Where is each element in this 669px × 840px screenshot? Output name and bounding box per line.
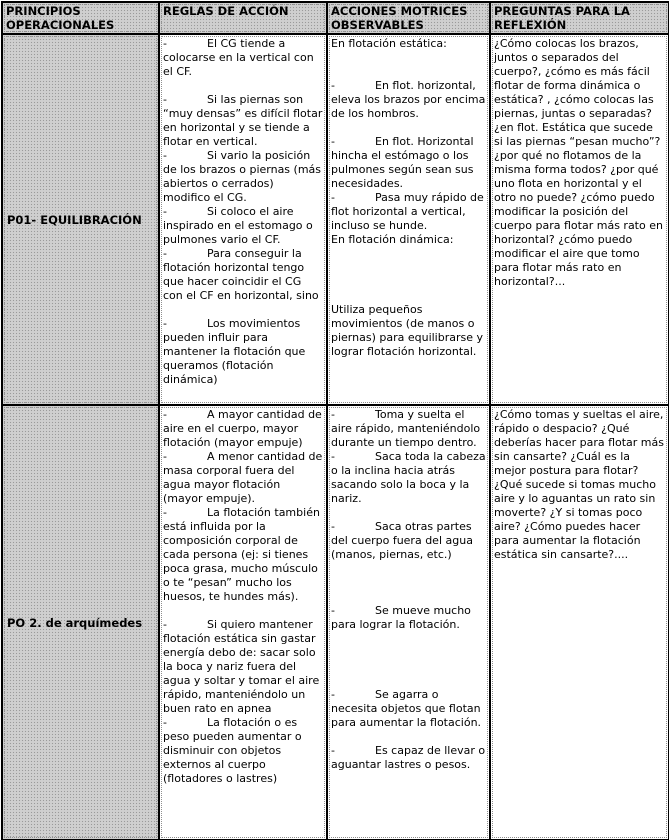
paragraph-text: Toma y suelta el aire rápido, manteniéndolo durante un tiempo dentro. — [331, 408, 481, 449]
cell-paragraph — [331, 744, 486, 772]
paragraph-text: En flotación estática: — [331, 37, 447, 50]
principle-label: PO 2. de arquímedes — [2, 405, 159, 840]
paragraph-text: ¿Cómo colocas los brazos, juntos o separados del cuerpo?, ¿cómo es más fácil flotar de forma dinámica o estática? , ¿cómo colocas las piernas, juntas o separadas? ¿en flot. Estática que sucede si las piernas “pesan mucho”? ¿por qué no flotamos de la misma forma todos? ¿por qué uno flota en horizontal y el otro no puede? ¿cómo puedo modificar la posición del cuerpo para flotar más rato en horizontal? ¿cómo puedo modificar el aire que tomo para flotar más rato en horizontal?... — [494, 37, 663, 288]
paragraph-text: A menor cantidad de masa corporal fuera del agua mayor flotación (mayor empuje). — [163, 450, 323, 505]
cell-paragraph — [163, 618, 323, 716]
paragraph-text: A mayor cantidad de aire en el cuerpo, mayor flotación (mayor empuje) — [163, 408, 322, 449]
bullet-dash: - — [163, 317, 167, 330]
paragraph-text: Pasa muy rápido de flot horizontal a vertical, incluso se hunde. — [331, 191, 484, 232]
cell-paragraph — [331, 450, 486, 506]
operational-principles-table — [1, 1, 669, 840]
table-row — [2, 405, 669, 840]
cell-paragraph — [331, 191, 486, 233]
cell-paragraph — [163, 716, 323, 786]
paragraph-text: Se mueve mucho para lograr la flotación. — [331, 604, 471, 631]
bullet-dash: - — [163, 247, 167, 260]
cell-paragraph — [331, 408, 486, 450]
bullet-dash: - — [331, 604, 335, 617]
bullet-dash: - — [163, 716, 167, 729]
bullet-dash: - — [163, 37, 167, 50]
bullet-dash: - — [331, 520, 335, 533]
cell-paragraph — [163, 317, 323, 387]
paragraph-text: Se agarra o necesita objetos que flotan para aumentar la flotación. — [331, 688, 482, 729]
bullet-dash: - — [331, 688, 335, 701]
cell-paragraph — [331, 303, 486, 359]
bullet-dash: - — [331, 79, 335, 92]
cell-paragraph — [331, 520, 486, 562]
cell-preguntas — [490, 405, 669, 840]
paragraph-text: ¿Cómo tomas y sueltas el aire, rápido o despacio? ¿Qué deberías hacer para flotar más sin cansarte? ¿Cuál es la mejor postura para flotar? ¿Qué sucede si tomas mucho aire y lo aguantas un rato sin moverte? ¿Y si tomas poco aire? ¿Cómo puedes hacer para aumentar la flotación estática sin cansarte?.... — [494, 408, 664, 561]
bullet-dash: - — [163, 205, 167, 218]
paragraph-text: La flotación también está influida por la composición corporal de cada persona (ej: si tienes poca grasa, mucho músculo o te “pesan” mucho los huesos, te hundes más). — [163, 506, 320, 603]
cell-paragraph — [331, 37, 486, 51]
cell-paragraph — [331, 604, 486, 632]
paragraph-text: Es capaz de llevar o aguantar lastres o pesos. — [331, 744, 486, 771]
cell-paragraph — [163, 149, 323, 205]
cell-preguntas — [490, 34, 669, 405]
bullet-dash: - — [331, 135, 335, 148]
paragraph-text: En flot. Horizontal hincha el estómago o los pulmones según sean sus necesidades. — [331, 135, 474, 190]
paragraph-text: Para conseguir la flotación horizontal tengo que hacer coincidir el CG con el CF en horizontal, sino — [163, 247, 319, 302]
column-header-acciones: ACCIONES MOTRICES OBSERVABLES — [327, 2, 490, 34]
cell-paragraph — [331, 688, 486, 730]
paragraph-text: En flotación dinámica: — [331, 233, 454, 246]
bullet-dash: - — [163, 149, 167, 162]
paragraph-text: Utiliza pequeños movimientos (de manos o piernas) para equilibrarse y lograr flotación horizontal. — [331, 303, 484, 358]
column-header-reglas: REGLAS DE ACCIÓN — [159, 2, 327, 34]
bullet-dash: - — [331, 744, 335, 757]
cell-paragraph — [163, 205, 323, 247]
table-body — [2, 34, 669, 840]
paragraph-text: Si quiero mantener flotación estática sin gastar energía debo de: sacar solo la boca y nariz fuera del agua y soltar y tomar el aire rápido, manteniéndolo un buen rato en apnea — [163, 618, 320, 715]
cell-paragraph — [494, 37, 665, 289]
bullet-dash: - — [163, 408, 167, 421]
cell-reglas — [159, 405, 327, 840]
table-row — [2, 34, 669, 405]
principle-label: P01- EQUILIBRACIÓN — [2, 34, 159, 405]
bullet-dash: - — [163, 618, 167, 631]
cell-paragraph — [331, 233, 486, 247]
paragraph-text: Si las piernas son “muy densas” es difícil flotar en horizontal y se tiende a flotar en vertical. — [163, 93, 323, 148]
cell-paragraph — [494, 408, 665, 562]
cell-paragraph — [163, 408, 323, 450]
column-header-preguntas: PREGUNTAS PARA LA REFLEXIÓN — [490, 2, 669, 34]
bullet-dash: - — [331, 450, 335, 463]
cell-paragraph — [163, 506, 323, 604]
cell-paragraph — [163, 247, 323, 303]
bullet-dash: - — [163, 93, 167, 106]
paragraph-text: El CG tiende a colocarse en la vertical con el CF. — [163, 37, 314, 78]
cell-paragraph — [163, 93, 323, 149]
column-header-principios: PRINCIPIOS OPERACIONALES — [2, 2, 159, 34]
paragraph-text: La flotación o es peso pueden aumentar o disminuir con objetos externos al cuerpo (flotadores o lastres) — [163, 716, 302, 785]
cell-paragraph — [163, 37, 323, 79]
paragraph-text: En flot. horizontal, eleva los brazos por encima de los hombros. — [331, 79, 486, 120]
paragraph-text: Si vario la posición de los brazos o piernas (más abiertos o cerrados) modifico el CG. — [163, 149, 322, 204]
bullet-dash: - — [331, 408, 335, 421]
bullet-dash: - — [331, 191, 335, 204]
cell-acciones — [327, 34, 490, 405]
cell-paragraph — [331, 79, 486, 121]
header-row — [2, 2, 669, 34]
paragraph-text: Los movimientos pueden influir para mantener la flotación que queramos (flotación dinámica) — [163, 317, 306, 386]
cell-paragraph — [331, 135, 486, 191]
paragraph-text: Si coloco el aire inspirado en el estomago o pulmones vario el CF. — [163, 205, 313, 246]
paragraph-text: Saca toda la cabeza o la inclina hacia atrás sacando solo la boca y la nariz. — [331, 450, 486, 505]
paragraph-text: Saca otras partes del cuerpo fuera del agua (manos, piernas, etc.) — [331, 520, 473, 561]
cell-paragraph — [163, 450, 323, 506]
cell-reglas — [159, 34, 327, 405]
cell-acciones — [327, 405, 490, 840]
bullet-dash: - — [163, 450, 167, 463]
bullet-dash: - — [163, 506, 167, 519]
